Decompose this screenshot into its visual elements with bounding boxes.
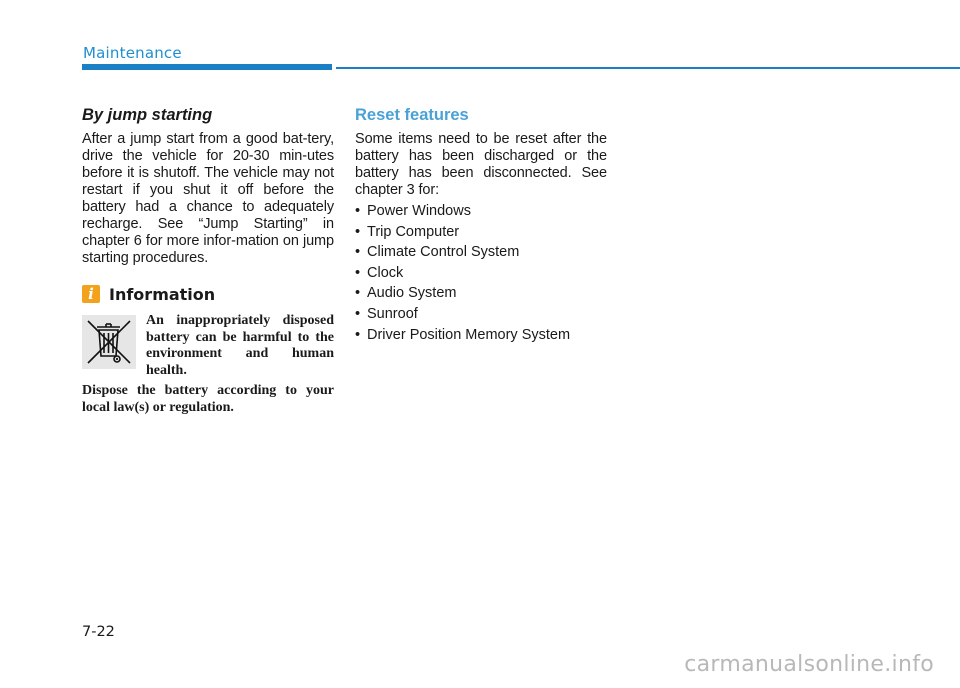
information-body [82,313,334,379]
disposal-instruction-text: Dispose the battery according to your local law(s) or regulation. [82,383,334,415]
list-item: • Driver Position Memory System [355,326,571,343]
list-item: • Audio System [355,285,457,302]
list-item: • Trip Computer [355,223,460,240]
list-item: • Sunroof [355,305,418,322]
list-item: • Clock [355,264,404,281]
watermark: carmanualsonline.info [684,652,934,677]
right-column [355,106,607,347]
jump-start-heading: By jump starting [82,106,213,124]
left-column [82,106,334,416]
list-item: • Climate Control System [355,244,520,261]
info-icon: i [82,285,100,303]
section-title: Maintenance [83,44,182,62]
information-header [82,284,334,304]
crossed-out-wheelie-bin-icon [82,315,136,369]
information-title: Information [109,284,216,304]
header-rule-thin [336,67,960,69]
reset-features-intro: Some items need to be reset after the battery has been discharged or the battery has been disconnected. See chapter 3 for: [355,131,607,198]
header-rule-thick [82,64,332,70]
jump-start-paragraph: After a jump start from a good bat-tery, drive the vehicle for 20-30 min-utes before it is shutoff. The vehicle may not restart if you shut it off before the battery had a chance to adequately recharge. See “Jump Starting” in chapter 6 for more infor-mation on jump starting procedures. [82,131,334,266]
list-item: • Power Windows [355,203,471,219]
page-number: 7-22 [82,624,115,640]
reset-features-list [355,203,607,344]
disposal-warning-text: An inappropriately disposed battery can be harmful to the environment and human health. [146,313,334,378]
reset-features-heading: Reset features [355,106,469,124]
